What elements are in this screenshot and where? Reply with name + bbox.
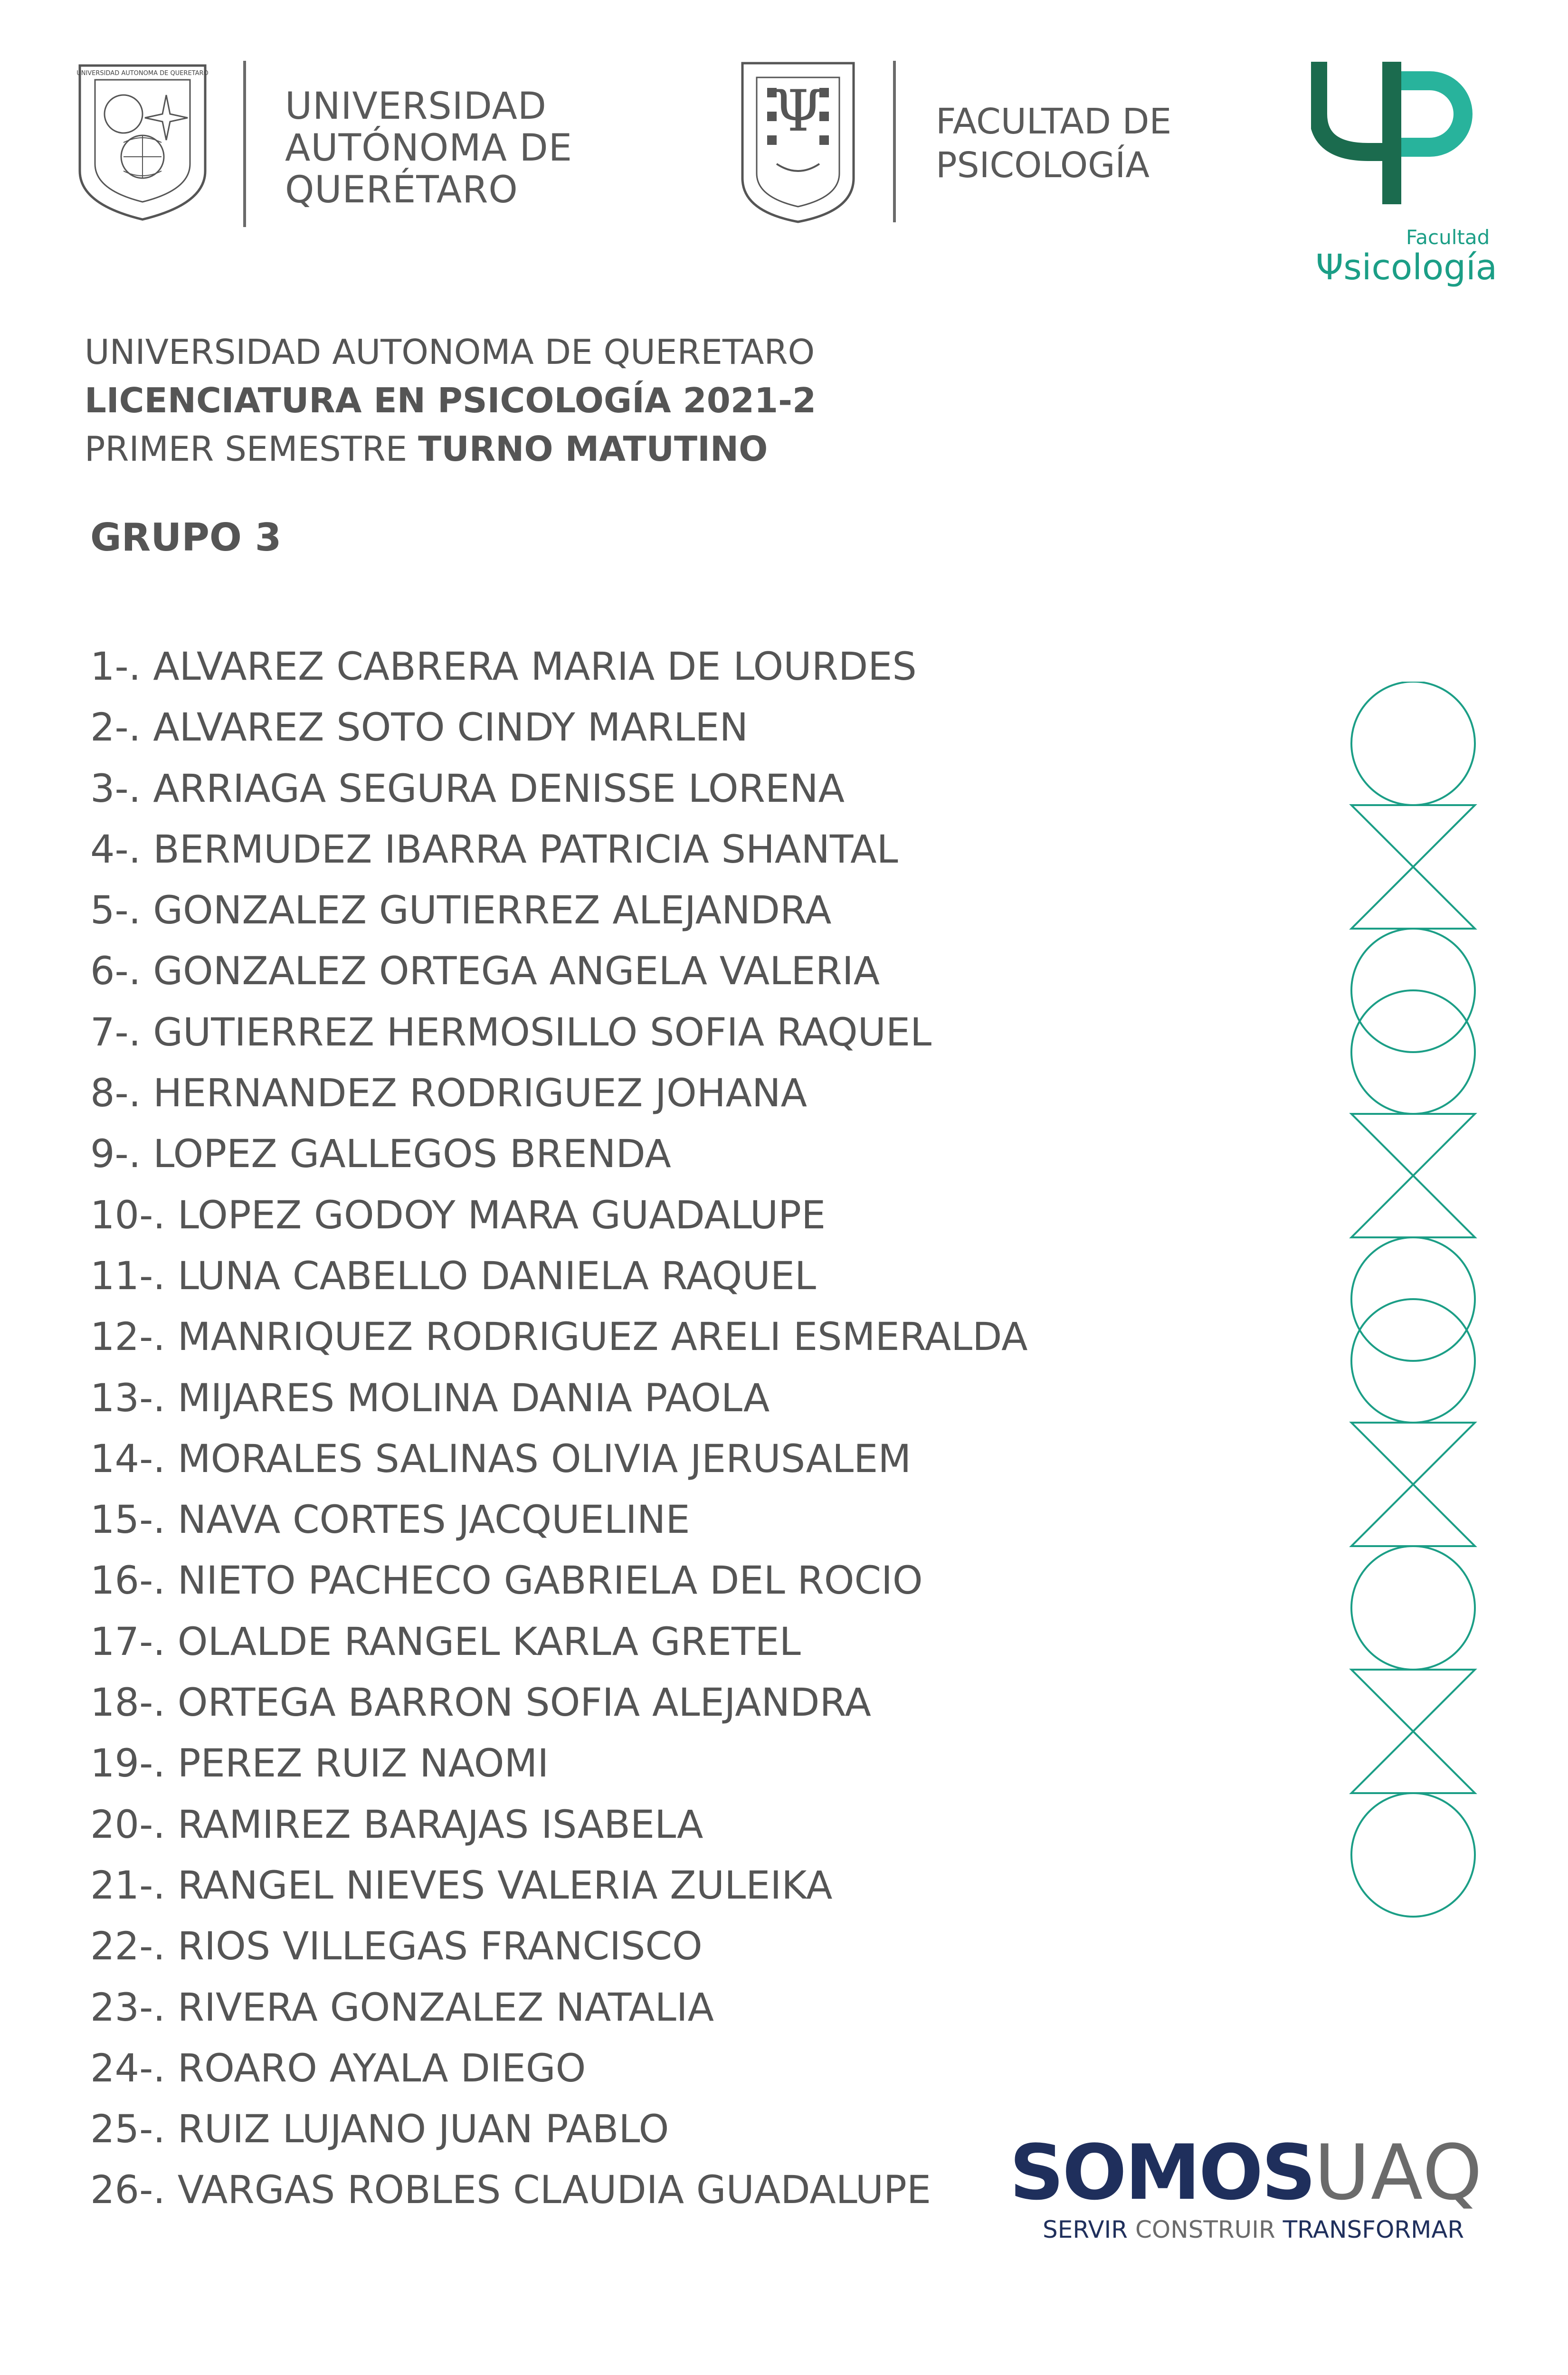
title-line-program: LICENCIATURA EN PSICOLOGÍA 2021-2 (85, 380, 817, 420)
list-item: 18-. ORTEGA BARRON SOFIA ALEJANDRA (90, 1681, 871, 1726)
psi-logo-icon (1311, 57, 1492, 209)
list-item: 21-. RANGEL NIEVES VALERIA ZULEIKA (90, 1863, 833, 1908)
list-item: 26-. VARGAS ROBLES CLAUDIA GUADALUPE (90, 2168, 931, 2213)
list-item: 20-. RAMIREZ BARAJAS ISABELA (90, 1802, 703, 1847)
semester-label: PRIMER SEMESTRE (85, 429, 418, 469)
list-item: 16-. NIETO PACHECO GABRIELA DEL ROCIO (90, 1558, 923, 1604)
psy-name-line: FACULTAD DE (936, 101, 1172, 142)
tagline-transformar: TRANSFORMAR (1283, 2216, 1464, 2243)
list-item: 10-. LOPEZ GODOY MARA GUADALUPE (90, 1193, 826, 1238)
uaq-seal-text: UNIVERSIDAD AUTONOMA DE QUERETARO (76, 70, 209, 77)
svg-text:Ψ: Ψ (773, 78, 823, 144)
list-item: 11-. LUNA CABELLO DANIELA RAQUEL (90, 1254, 817, 1299)
list-item: 12-. MANRIQUEZ RODRIGUEZ ARELI ESMERALDA (90, 1315, 1028, 1360)
list-item: 13-. MIJARES MOLINA DANIA PAOLA (90, 1376, 770, 1421)
list-item: 19-. PEREZ RUIZ NAOMI (90, 1741, 549, 1786)
list-item: 1-. ALVAREZ CABRERA MARIA DE LOURDES (90, 645, 917, 689)
uaq-seal-logo (76, 62, 209, 223)
title-line-semester (85, 425, 816, 473)
uaq-name-line: UNIVERSIDAD (285, 85, 547, 128)
list-item: 17-. OLALDE RANGEL KARLA GRETEL (90, 1619, 801, 1664)
list-item: 3-. ARRIAGA SEGURA DENISSE LORENA (90, 766, 845, 811)
list-item: 25-. RUIZ LUJANO JUAN PABLO (90, 2107, 669, 2152)
somos-uaq-logo (1009, 2128, 1483, 2217)
title-line-university: UNIVERSIDAD AUTONOMA DE QUERETARO (85, 332, 815, 372)
tagline-servir: SERVIR (1043, 2216, 1128, 2243)
list-item: 5-. GONZALEZ GUTIERREZ ALEJANDRA (90, 888, 832, 933)
somos-word: SOMOS (1009, 2128, 1314, 2217)
decorative-pattern (1344, 682, 1482, 1955)
list-item: 9-. LOPEZ GALLEGOS BRENDA (90, 1132, 671, 1177)
list-item: 6-. GONZALEZ ORTEGA ANGELA VALERIA (90, 949, 880, 994)
tagline-construir: CONSTRUIR (1135, 2216, 1275, 2243)
psy-name-line: PSICOLOGÍA (936, 145, 1150, 186)
psychology-seal-logo (739, 59, 857, 226)
group-title: GRUPO 3 (90, 515, 282, 560)
header-divider-right (893, 61, 896, 222)
psi-logo-wordmark: Ψsicología (1316, 247, 1498, 288)
list-item: 24-. ROARO AYALA DIEGO (90, 2046, 586, 2091)
psychology-faculty-name (936, 100, 1171, 187)
uaq-name-line: QUERÉTARO (285, 169, 518, 211)
document-title-block (85, 328, 816, 473)
uaq-word: UAQ (1314, 2128, 1483, 2217)
list-item: 7-. GUTIERREZ HERMOSILLO SOFIA RAQUEL (90, 1010, 932, 1055)
student-list (90, 636, 1028, 2221)
header-divider-left (243, 61, 246, 227)
list-item: 8-. HERNANDEZ RODRIGUEZ JOHANA (90, 1071, 808, 1116)
shift-label: TURNO MATUTINO (418, 429, 768, 469)
list-item: 2-. ALVAREZ SOTO CINDY MARLEN (90, 705, 749, 750)
list-item: 22-. RIOS VILLEGAS FRANCISCO (90, 1924, 703, 1969)
list-item: 14-. MORALES SALINAS OLIVIA JERUSALEM (90, 1436, 912, 1482)
uaq-name (285, 86, 572, 211)
list-item: 23-. RIVERA GONZALEZ NATALIA (90, 1985, 714, 2030)
list-item: 15-. NAVA CORTES JACQUELINE (90, 1498, 690, 1543)
uaq-name-line: AUTÓNOMA DE (285, 127, 573, 170)
list-item: 4-. BERMUDEZ IBARRA PATRICIA SHANTAL (90, 827, 898, 872)
psi-logo-faculty-label: Facultad (1406, 226, 1490, 249)
somos-tagline (1043, 2216, 1464, 2243)
